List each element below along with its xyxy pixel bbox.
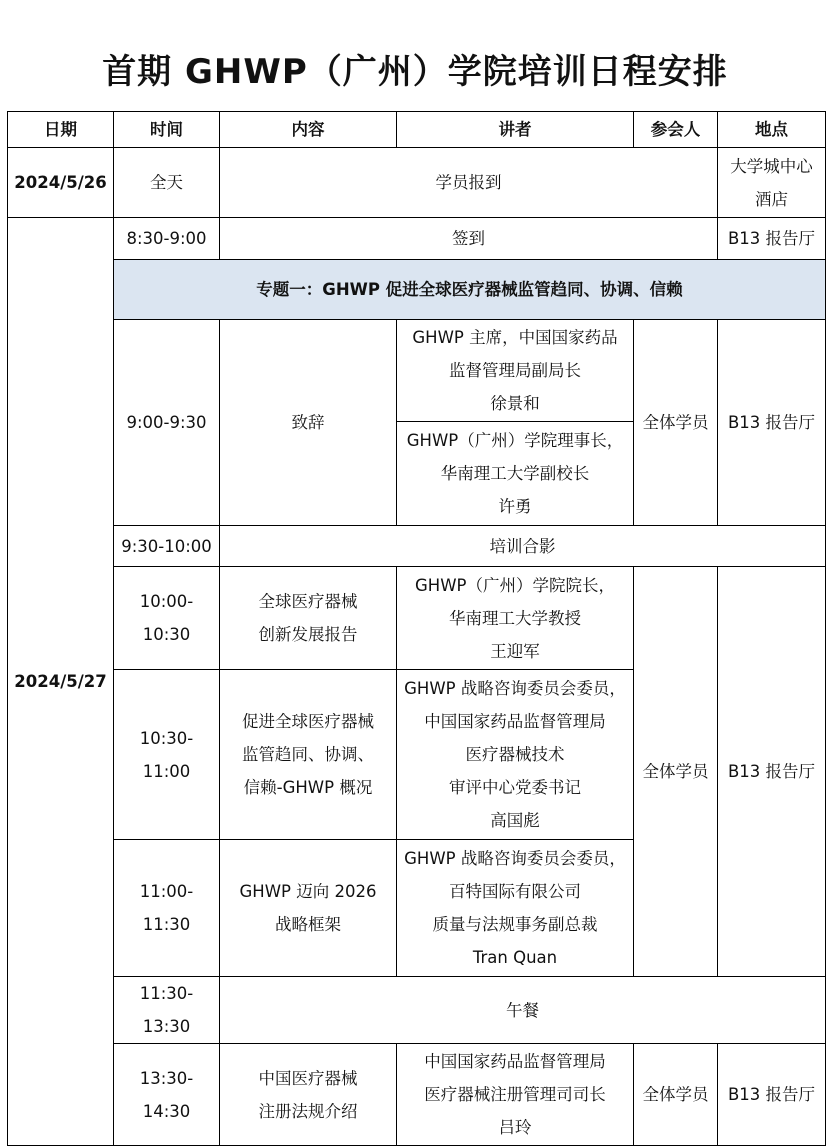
speaker-line: 医疗器械技术 <box>465 745 565 764</box>
speaker-cell <box>397 567 634 670</box>
content-line: 注册法规介绍 <box>258 1101 358 1121</box>
speaker-line: 吕玲 <box>498 1118 532 1137</box>
page-title: 首期 GHWP（广州）学院培训日程安排 <box>102 52 728 92</box>
location-cell: B13 报告厅 <box>718 320 826 526</box>
content-cell: 培训合影 <box>220 526 826 567</box>
content-line: 中国医疗器械 <box>258 1068 358 1088</box>
col-header-date: 日期 <box>8 112 114 148</box>
speaker-line: 高国彪 <box>490 811 540 830</box>
date-cell: 2024/5/26 <box>8 148 114 218</box>
time-cell: 8:30-9:00 <box>114 218 220 260</box>
location-cell: B13 报告厅 <box>718 1044 826 1146</box>
content-line: GHWP 迈向 2026 <box>239 882 377 901</box>
content-cell: 午餐 <box>220 977 826 1044</box>
content-cell <box>220 840 397 977</box>
content-cell <box>220 567 397 670</box>
speaker-line: 许勇 <box>498 497 532 516</box>
time-cell: 10:30-11:00 <box>114 670 220 840</box>
content-line: 全球医疗器械 <box>258 592 358 611</box>
content-cell <box>220 1044 397 1146</box>
content-cell: 签到 <box>220 218 718 260</box>
time-cell: 11:30-13:30 <box>114 977 220 1044</box>
schedule-table <box>7 111 826 1146</box>
table-row <box>8 977 826 1044</box>
time-cell: 全天 <box>114 148 220 218</box>
content-line: 战略框架 <box>275 915 341 934</box>
speaker-line: 监督管理局副局长 <box>449 361 581 380</box>
speaker-line: 中国国家药品监督管理局 <box>424 1052 606 1071</box>
speaker-line: 审评中心党委书记 <box>449 778 581 797</box>
table-row <box>8 567 826 670</box>
location-cell: B13 报告厅 <box>718 218 826 260</box>
speaker-cell <box>397 1044 634 1146</box>
speaker-line: GHWP 战略咨询委员会委员， <box>404 679 626 698</box>
location-line: 大学城中心 <box>730 156 813 176</box>
speaker-line: GHWP（广州）学院院长， <box>415 575 615 595</box>
table-row <box>8 218 826 260</box>
table-row <box>8 148 826 218</box>
speaker-line: 华南理工大学教授 <box>449 608 581 628</box>
speaker-line: GHWP（广州）学院理事长， <box>406 431 624 450</box>
col-header-location: 地点 <box>718 112 826 148</box>
location-line: 酒店 <box>755 189 788 209</box>
col-header-content: 内容 <box>220 112 397 148</box>
speaker-line: 王迎军 <box>490 641 540 661</box>
location-cell: B13 报告厅 <box>718 567 826 977</box>
time-cell: 10:00-10:30 <box>114 567 220 670</box>
content-cell: 学员报到 <box>220 148 718 218</box>
content-line: 创新发展报告 <box>258 625 358 644</box>
table-row <box>8 1044 826 1146</box>
content-line: 监管趋同、协调、 <box>242 745 374 764</box>
speaker-line: 华南理工大学副校长 <box>440 464 590 483</box>
col-header-speaker: 讲者 <box>397 112 634 148</box>
table-row <box>8 526 826 567</box>
speaker-line: 质量与法规事务副总裁 <box>432 915 598 934</box>
content-cell: 致辞 <box>220 320 397 526</box>
speaker-line: Tran Quan <box>472 948 558 967</box>
topic-row <box>8 260 826 320</box>
content-line: 促进全球医疗器械 <box>242 712 374 731</box>
content-line: 信赖-GHWP 概况 <box>243 778 373 797</box>
speaker-line: 医疗器械注册管理司司长 <box>424 1085 606 1104</box>
col-header-attendee: 参会人 <box>634 112 718 148</box>
date-cell: 2024/5/27 <box>8 218 114 1146</box>
speaker-line: GHWP 主席，中国国家药品 <box>412 328 618 347</box>
header-row <box>8 112 826 148</box>
time-cell: 13:30-14:30 <box>114 1044 220 1146</box>
speaker-cell <box>397 670 634 840</box>
col-header-time: 时间 <box>114 112 220 148</box>
speaker-line: 百特国际有限公司 <box>449 882 581 901</box>
time-cell: 11:00-11:30 <box>114 840 220 977</box>
speaker-line: GHWP 战略咨询委员会委员， <box>404 849 626 868</box>
attendee-cell: 全体学员 <box>634 567 718 977</box>
content-cell <box>220 670 397 840</box>
time-cell: 9:00-9:30 <box>114 320 220 526</box>
speaker-cell <box>397 320 634 422</box>
location-cell <box>718 148 826 218</box>
topic-banner: 专题一：GHWP 促进全球医疗器械监管趋同、协调、信赖 <box>114 260 826 320</box>
speaker-cell <box>397 840 634 977</box>
table-row <box>8 320 826 422</box>
attendee-cell: 全体学员 <box>634 320 718 526</box>
attendee-cell: 全体学员 <box>634 1044 718 1146</box>
speaker-line: 中国国家药品监督管理局 <box>424 712 606 731</box>
time-cell: 9:30-10:00 <box>114 526 220 567</box>
speaker-cell <box>397 422 634 526</box>
speaker-line: 徐景和 <box>490 394 540 413</box>
